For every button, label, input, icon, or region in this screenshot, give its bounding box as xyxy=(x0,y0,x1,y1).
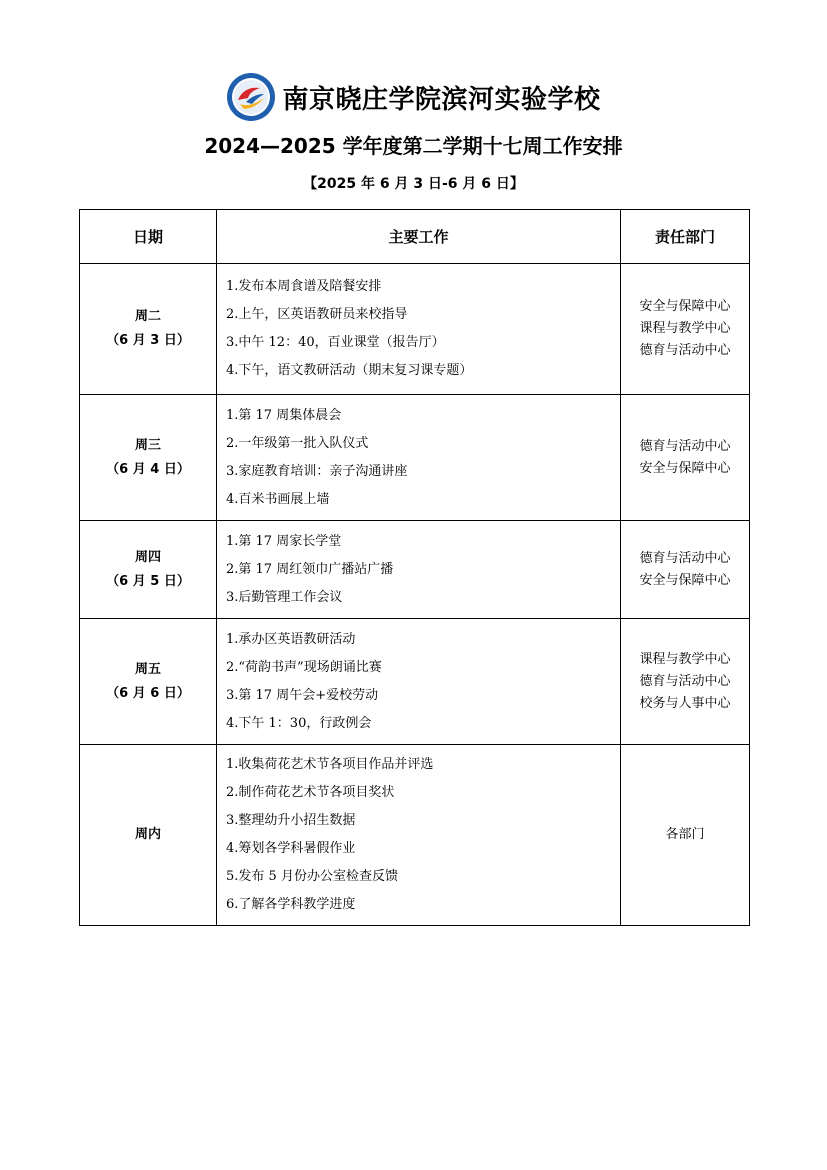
day-cell xyxy=(80,395,217,521)
task-item: 1.收集荷花艺术节各项目作品并评选 xyxy=(226,757,434,772)
table-row xyxy=(80,521,750,619)
dept-cell xyxy=(621,264,750,395)
dept-cell xyxy=(621,395,750,521)
table-row xyxy=(80,745,750,926)
header-date: 日期 xyxy=(80,210,217,264)
day-cell xyxy=(80,521,217,619)
day-date: （6 月 6 日） xyxy=(106,685,190,701)
day-name: 周三 xyxy=(134,437,161,453)
task-item: 3.中午 12：40，百业课堂（报告厅） xyxy=(226,335,445,350)
task-item: 4.下午 1：30，行政例会 xyxy=(226,715,372,731)
task-item: 5.发布 5 月份办公室检查反馈 xyxy=(226,869,398,884)
dept-item: 安全与保障中心 xyxy=(639,572,731,588)
task-item: 2.制作荷花艺术节各项目奖状 xyxy=(226,785,395,800)
task-item: 2.一年级第一批入队仪式 xyxy=(226,435,369,451)
dept-item: 德育与活动中心 xyxy=(639,550,731,566)
day-date: （6 月 3 日） xyxy=(106,333,190,348)
schedule-table xyxy=(79,209,750,926)
task-item: 1.承办区英语教研活动 xyxy=(226,631,356,647)
school-name: 南京晓庄学院滨河实验学校 xyxy=(282,84,601,115)
document-header xyxy=(0,72,827,193)
task-item: 3.后勤管理工作会议 xyxy=(226,589,343,605)
dept-item: 德育与活动中心 xyxy=(639,438,731,454)
task-item: 1.第 17 周集体晨会 xyxy=(226,407,342,423)
dept-cell xyxy=(621,745,750,926)
table-header-row xyxy=(80,210,750,264)
tasks-cell xyxy=(217,745,621,926)
header-department: 责任部门 xyxy=(621,210,750,264)
task-item: 2.第 17 周红领巾广播站广播 xyxy=(226,561,394,577)
task-item: 1.发布本周食谱及陪餐安排 xyxy=(226,279,382,294)
table-row xyxy=(80,619,750,745)
dept-item: 校务与人事中心 xyxy=(639,695,731,711)
document-title: 2024—2025 学年度第二学期十七周工作安排 xyxy=(204,134,623,158)
day-name: 周内 xyxy=(134,827,161,842)
dept-cell xyxy=(621,619,750,745)
dept-item: 安全与保障中心 xyxy=(639,460,731,476)
task-item: 6.了解各学科教学进度 xyxy=(226,897,356,912)
tasks-cell xyxy=(217,264,621,395)
school-line xyxy=(0,72,827,122)
task-item: 4.筹划各学科暑假作业 xyxy=(226,841,356,856)
header-main-work: 主要工作 xyxy=(217,210,621,264)
task-item: 3.整理幼升小招生数据 xyxy=(226,813,356,828)
task-item: 2.上午，区英语教研员来校指导 xyxy=(226,307,408,322)
day-date: （6 月 4 日） xyxy=(106,461,190,477)
tasks-cell xyxy=(217,521,621,619)
task-item: 1.第 17 周家长学堂 xyxy=(226,533,342,549)
dept-item: 课程与教学中心 xyxy=(639,321,731,336)
table-row xyxy=(80,395,750,521)
task-item: 3.第 17 周午会+爱校劳动 xyxy=(226,687,379,703)
school-emblem-icon xyxy=(226,72,276,122)
dept-item: 安全与保障中心 xyxy=(639,299,731,314)
dept-item: 德育与活动中心 xyxy=(639,673,731,689)
dept-item: 课程与教学中心 xyxy=(639,651,731,667)
day-cell xyxy=(80,619,217,745)
day-name: 周二 xyxy=(134,309,161,324)
day-date: （6 月 5 日） xyxy=(106,573,190,589)
day-cell xyxy=(80,745,217,926)
day-name: 周五 xyxy=(134,661,161,677)
day-cell xyxy=(80,264,217,395)
table-row xyxy=(80,264,750,395)
dept-item: 德育与活动中心 xyxy=(639,343,731,358)
tasks-cell xyxy=(217,619,621,745)
dept-item: 各部门 xyxy=(665,827,705,842)
task-item: 4.下午，语文教研活动（期末复习课专题） xyxy=(226,363,473,378)
task-item: 4.百米书画展上墙 xyxy=(226,491,330,507)
tasks-cell xyxy=(217,395,621,521)
day-name: 周四 xyxy=(134,549,161,565)
task-item: 3.家庭教育培训：亲子沟通讲座 xyxy=(226,463,408,479)
date-range: 【2025 年 6 月 3 日-6 月 6 日】 xyxy=(303,176,524,192)
task-item: 2.“荷韵书声”现场朗诵比赛 xyxy=(226,659,382,675)
dept-cell xyxy=(621,521,750,619)
